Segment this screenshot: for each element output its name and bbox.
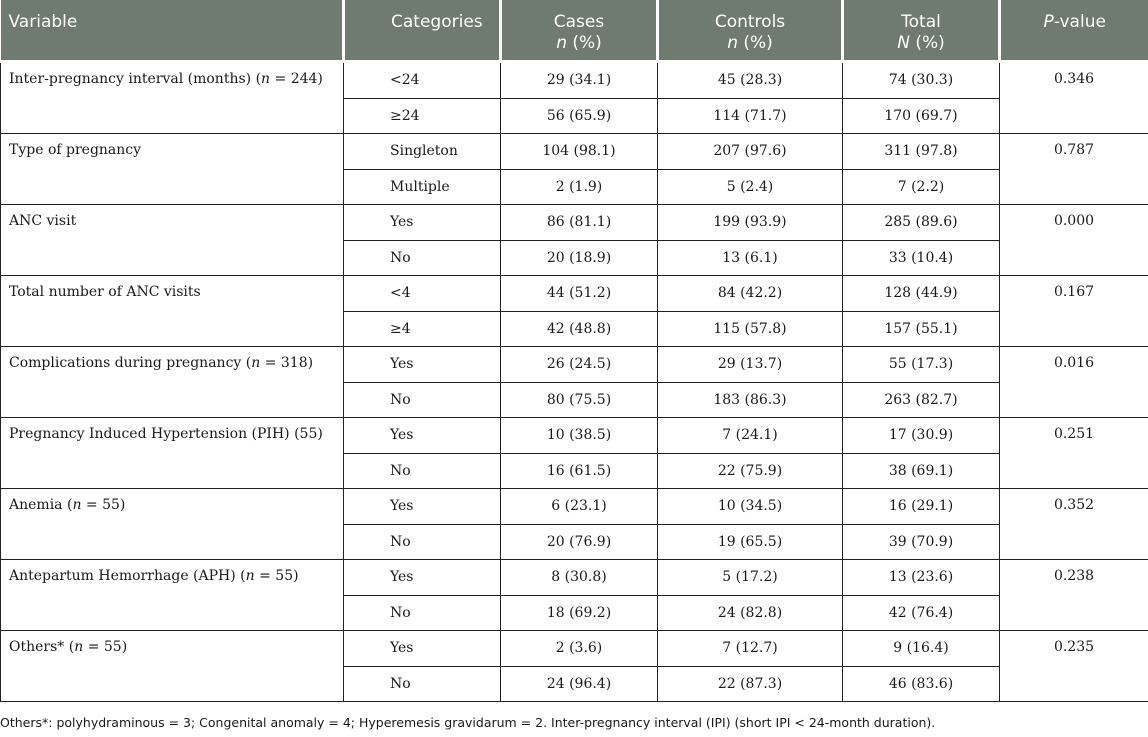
controls-cell: 115 (57.8) [658, 311, 843, 347]
controls-cell: 5 (2.4) [658, 169, 843, 205]
header-variable: Variable [1, 0, 344, 62]
variable-cell: Others* (n = 55) [1, 631, 344, 702]
cases-cell: 86 (81.1) [501, 205, 658, 241]
category-cell: No [344, 595, 501, 631]
controls-cell: 22 (75.9) [658, 453, 843, 489]
total-cell: 38 (69.1) [843, 453, 1000, 489]
variable-cell: Total number of ANC visits [1, 276, 344, 347]
pvalue-cell: 0.251 [1000, 418, 1148, 489]
controls-cell: 114 (71.7) [658, 98, 843, 134]
total-cell: 311 (97.8) [843, 134, 1000, 170]
cases-cell: 20 (76.9) [501, 524, 658, 560]
table-row [1, 560, 1148, 596]
cases-cell: 2 (3.6) [501, 631, 658, 667]
total-cell: 74 (30.3) [843, 62, 1000, 99]
variable-cell: Inter-pregnancy interval (months) (n = 244) [1, 62, 344, 134]
controls-cell: 183 (86.3) [658, 382, 843, 418]
variable-cell: Complications during pregnancy (n = 318) [1, 347, 344, 418]
variable-cell: ANC visit [1, 205, 344, 276]
table-row [1, 205, 1148, 241]
table-body [1, 62, 1148, 702]
category-cell: ≥24 [344, 98, 501, 134]
category-cell: Singleton [344, 134, 501, 170]
cases-cell: 20 (18.9) [501, 240, 658, 276]
table-row [1, 347, 1148, 383]
header-total-sub: N (%) [897, 33, 945, 53]
controls-cell: 84 (42.2) [658, 276, 843, 312]
header-pvalue: P-value [1000, 0, 1148, 62]
category-cell: <24 [344, 62, 501, 99]
table-footnote: Others*: polyhydraminous = 3; Congenital anomaly = 4; Hyperemesis gravidarum = 2. Inter-pregnancy interval (IPI) (short IPI < 24-month duration). [0, 715, 936, 730]
header-controls-sub: n (%) [727, 33, 773, 53]
total-cell: 13 (23.6) [843, 560, 1000, 596]
controls-cell: 29 (13.7) [658, 347, 843, 383]
table-header [1, 0, 1148, 62]
cases-cell: 29 (34.1) [501, 62, 658, 99]
category-cell: Yes [344, 347, 501, 383]
cases-cell: 24 (96.4) [501, 666, 658, 702]
variable-cell: Antepartum Hemorrhage (APH) (n = 55) [1, 560, 344, 631]
controls-cell: 24 (82.8) [658, 595, 843, 631]
pvalue-cell: 0.016 [1000, 347, 1148, 418]
cases-cell: 56 (65.9) [501, 98, 658, 134]
category-cell: Yes [344, 489, 501, 525]
controls-cell: 207 (97.6) [658, 134, 843, 170]
controls-cell: 10 (34.5) [658, 489, 843, 525]
category-cell: No [344, 524, 501, 560]
header-total-title: Total [901, 12, 941, 32]
total-cell: 157 (55.1) [843, 311, 1000, 347]
header-categories: Categories [344, 0, 501, 62]
cases-cell: 104 (98.1) [501, 134, 658, 170]
controls-cell: 45 (28.3) [658, 62, 843, 99]
category-cell: ≥4 [344, 311, 501, 347]
cases-cell: 42 (48.8) [501, 311, 658, 347]
table-row [1, 489, 1148, 525]
category-cell: Yes [344, 418, 501, 454]
cases-cell: 16 (61.5) [501, 453, 658, 489]
total-cell: 16 (29.1) [843, 489, 1000, 525]
cases-cell: 44 (51.2) [501, 276, 658, 312]
variable-cell: Pregnancy Induced Hypertension (PIH) (55) [1, 418, 344, 489]
total-cell: 285 (89.6) [843, 205, 1000, 241]
controls-cell: 13 (6.1) [658, 240, 843, 276]
total-cell: 55 (17.3) [843, 347, 1000, 383]
pvalue-cell: 0.000 [1000, 205, 1148, 276]
table-row [1, 62, 1148, 99]
header-controls [658, 0, 843, 62]
header-cases-sub: n (%) [556, 33, 602, 53]
category-cell: Yes [344, 560, 501, 596]
pvalue-cell: 0.167 [1000, 276, 1148, 347]
table-row [1, 134, 1148, 170]
cases-cell: 26 (24.5) [501, 347, 658, 383]
category-cell: No [344, 382, 501, 418]
cases-cell: 2 (1.9) [501, 169, 658, 205]
cases-cell: 8 (30.8) [501, 560, 658, 596]
header-total [843, 0, 1000, 62]
pvalue-cell: 0.346 [1000, 62, 1148, 134]
total-cell: 39 (70.9) [843, 524, 1000, 560]
table-row [1, 418, 1148, 454]
pvalue-cell: 0.787 [1000, 134, 1148, 205]
table-row [1, 276, 1148, 312]
controls-cell: 7 (12.7) [658, 631, 843, 667]
total-cell: 128 (44.9) [843, 276, 1000, 312]
controls-cell: 7 (24.1) [658, 418, 843, 454]
total-cell: 170 (69.7) [843, 98, 1000, 134]
header-row [1, 0, 1148, 62]
total-cell: 9 (16.4) [843, 631, 1000, 667]
cases-cell: 80 (75.5) [501, 382, 658, 418]
total-cell: 7 (2.2) [843, 169, 1000, 205]
category-cell: Multiple [344, 169, 501, 205]
controls-cell: 22 (87.3) [658, 666, 843, 702]
header-controls-title: Controls [714, 12, 786, 32]
category-cell: Yes [344, 205, 501, 241]
controls-cell: 19 (65.5) [658, 524, 843, 560]
controls-cell: 5 (17.2) [658, 560, 843, 596]
pvalue-cell: 0.235 [1000, 631, 1148, 702]
cases-cell: 6 (23.1) [501, 489, 658, 525]
variable-cell: Anemia (n = 55) [1, 489, 344, 560]
category-cell: No [344, 240, 501, 276]
pvalue-cell: 0.352 [1000, 489, 1148, 560]
total-cell: 33 (10.4) [843, 240, 1000, 276]
total-cell: 42 (76.4) [843, 595, 1000, 631]
category-cell: No [344, 453, 501, 489]
category-cell: <4 [344, 276, 501, 312]
category-cell: No [344, 666, 501, 702]
table-row [1, 631, 1148, 667]
cases-cell: 18 (69.2) [501, 595, 658, 631]
category-cell: Yes [344, 631, 501, 667]
header-cases [501, 0, 658, 62]
total-cell: 46 (83.6) [843, 666, 1000, 702]
cases-cell: 10 (38.5) [501, 418, 658, 454]
variable-cell: Type of pregnancy [1, 134, 344, 205]
header-cases-title: Cases [553, 12, 605, 32]
total-cell: 17 (30.9) [843, 418, 1000, 454]
total-cell: 263 (82.7) [843, 382, 1000, 418]
pvalue-cell: 0.238 [1000, 560, 1148, 631]
controls-cell: 199 (93.9) [658, 205, 843, 241]
